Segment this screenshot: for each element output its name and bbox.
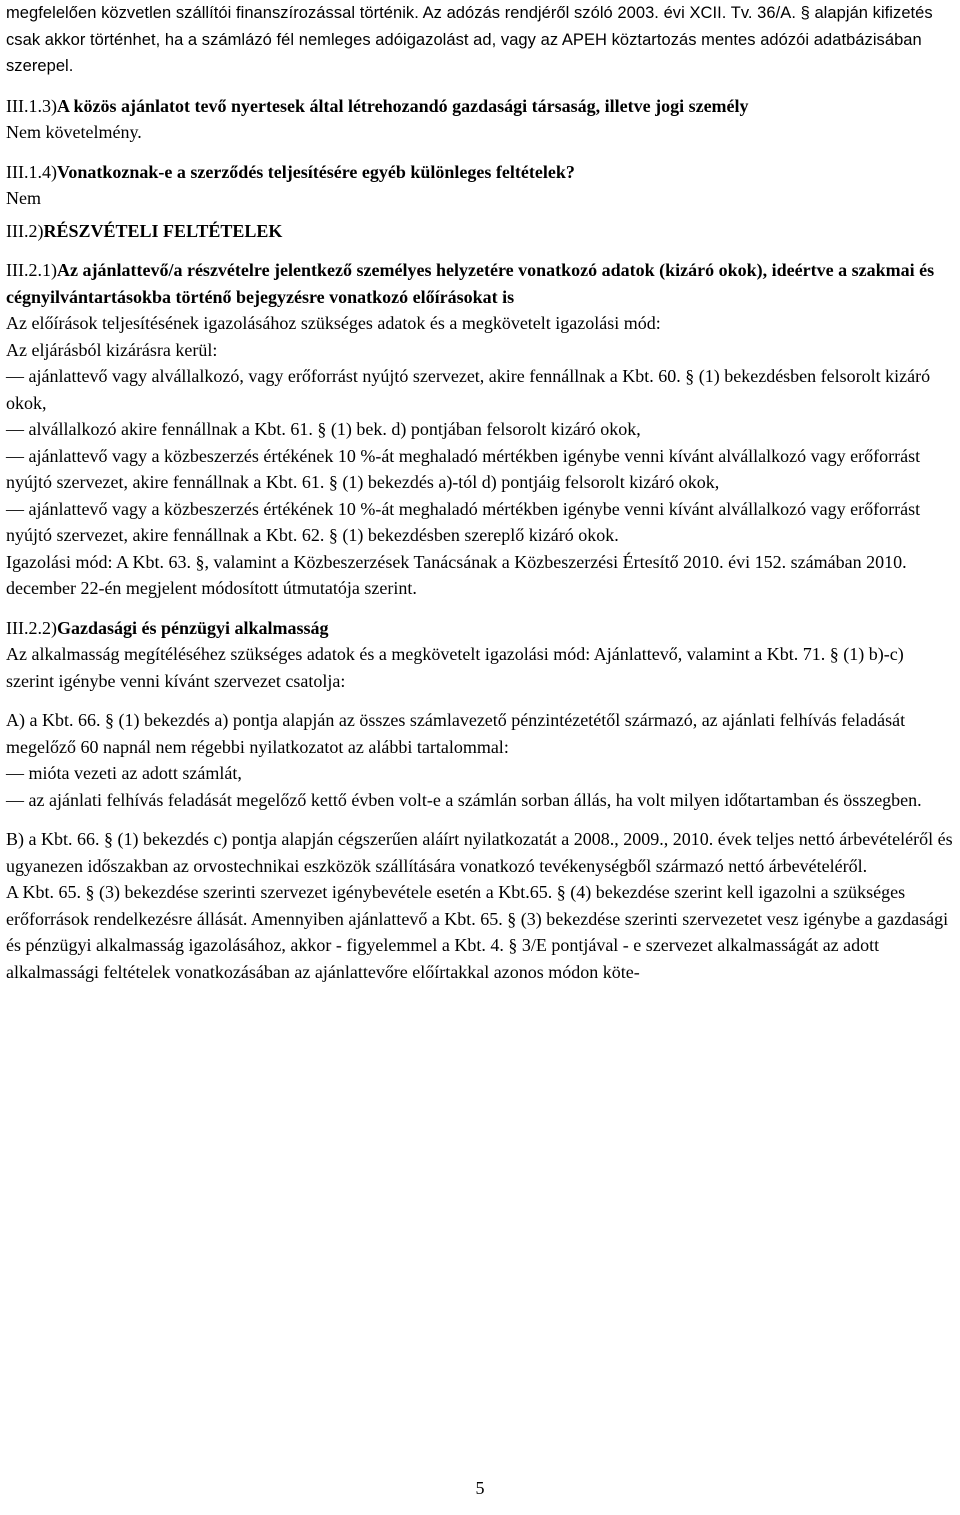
list-item: — mióta vezeti az adott számlát,: [6, 763, 242, 783]
section-3-2-1-number: III.2.1): [6, 260, 57, 280]
section-3-1-4-heading: [6, 159, 956, 186]
section-3-2-2-b: B) a Kbt. 66. § (1) bekezdés c) pontja alapján cégszerűen aláírt nyilatkozatát a 2008., 2009., 2010. évek teljes nettó árbevételéről és ugyanezen időszakban az orvostechnikai eszközök szállítására vonatkozó tevékenységből származó nettó árbevételéről.: [6, 829, 953, 876]
section-3-2-number: III.2): [6, 220, 44, 241]
section-3-2-2-c: A Kbt. 65. § (3) bekezdése szerinti szervezet igénybevétele esetén a Kbt.65. § (4) bekezdése szerint kell igazolni a szükséges erőforrások rendelkezésre állását. Amennyiben ajánlattevő a Kbt. 65. § (3) bekezdése szerinti szervezetet vesz igénybe a gazdasági és pénzügyi alkalmasság igazolásához, akkor - figyelemmel a Kbt. 4. § 3/E pontjával - e szervezet alkalmasságát az adott alkalmassági feltételek vonatkozásában az ajánlattevőre előírtakkal azonos módon köte-: [6, 882, 949, 982]
section-3-2-2-heading: [6, 615, 956, 642]
list-item: — alvállalkozó akire fennállnak a Kbt. 61. § (1) bek. d) pontjában felsorolt kizáró okok,: [6, 419, 641, 439]
section-3-2-1-heading: [6, 257, 956, 310]
section-3-2-1-proof: Igazolási mód: A Kbt. 63. §, valamint a Közbeszerzések Tanácsának a Közbeszerzési Értesítő 2010. évi 152. számában 2010. december 22-én megjelent módosított útmutatója szerint.: [6, 551, 907, 598]
list-item: — ajánlattevő vagy a közbeszerzés értékének 10 %-át meghaladó mértékben igénybe venni kívánt alvállalkozó vagy erőforrást nyújtó szervezet, akire fennállnak a Kbt. 61. § (1) bekezdés a)-tól d) pontjáig felsorolt kizáró okok,: [6, 445, 921, 492]
section-3-1-3-title: A közös ajánlatot tevő nyertesek által létrehozandó gazdasági társaság, illetve jogi személy: [56, 95, 749, 116]
list-item: — ajánlattevő vagy a közbeszerzés értékének 10 %-át meghaladó mértékben igénybe venni kívánt alvállalkozó vagy erőforrást nyújtó szervezet, akire fennállnak a Kbt. 62. § (1) bekezdésben szereplő kizáró okok.: [6, 498, 921, 545]
section-3-2-1-line1: Az előírások teljesítésének igazolásához szükséges adatok és a megkövetelt igazolási mód:: [6, 313, 661, 333]
section-3-1-3-body: Nem követelmény.: [6, 122, 142, 142]
section-3-2-1-line2: Az eljárásból kizárásra kerül:: [6, 339, 218, 360]
list-item: — az ajánlati felhívás feladását megelőző kettő évben volt-e a számlán sorban állás, ha volt milyen időtartamban és összegben.: [6, 789, 922, 810]
section-3-2-2-number: III.2.2): [6, 617, 57, 638]
section-3-2-title: RÉSZVÉTELI FELTÉTELEK: [43, 220, 283, 241]
section-3-1-4-body: Nem: [6, 188, 41, 208]
section-3-2-1-title: Az ajánlattevő/a részvételre jelentkező személyes helyzetére vonatkozó adatok (kizáró okok), ideértve a szakmai és cégnyilvántartásokba történő bejegyzésre vonatkozó előírásokat is: [6, 260, 935, 307]
page-number: 5: [475, 1478, 485, 1498]
section-3-2-2-line1: Az alkalmasság megítéléséhez szükséges adatok és a megkövetelt igazolási mód: Ajánlattevő, valamint a Kbt. 71. § (1) b)-c) szerint igénybe venni kívánt szervezet csatolja:: [6, 644, 904, 691]
section-3-2-2-a: A) a Kbt. 66. § (1) bekezdés a) pontja alapján az összes számlavezető pénzintézetétől származó, az ajánlati felhívás feladását megelőző 60 napnál nem régebbi nyilatkozatot az alábbi tartalommal:: [6, 710, 906, 757]
section-3-2-heading: [6, 218, 956, 245]
list-item: — ajánlattevő vagy alvállalkozó, vagy erőforrást nyújtó szervezet, akire fennállnak a Kbt. 60. § (1) bekezdésben felsorolt kizáró okok,: [6, 366, 931, 413]
section-3-2-2-title: Gazdasági és pénzügyi alkalmasság: [56, 617, 329, 638]
section-3-1-4-number: III.1.4): [6, 161, 57, 182]
section-3-1-3-number: III.1.3): [6, 95, 57, 116]
section-3-1-4-title: Vonatkoznak-e a szerződés teljesítésére egyéb különleges feltételek?: [56, 161, 575, 182]
section-3-1-3-heading: [6, 93, 956, 120]
intro-paragraph: megfelelően közvetlen szállítói finanszírozással történik. Az adózás rendjéről szóló 2003. évi XCII. Tv. 36/A. § alapján kifizetés csak akkor történhet, ha a számlázó fél nemleges adóigazolást ad, vagy az APEH köztartozás mentes adózói adatbázisában szerepel.: [6, 4, 933, 75]
